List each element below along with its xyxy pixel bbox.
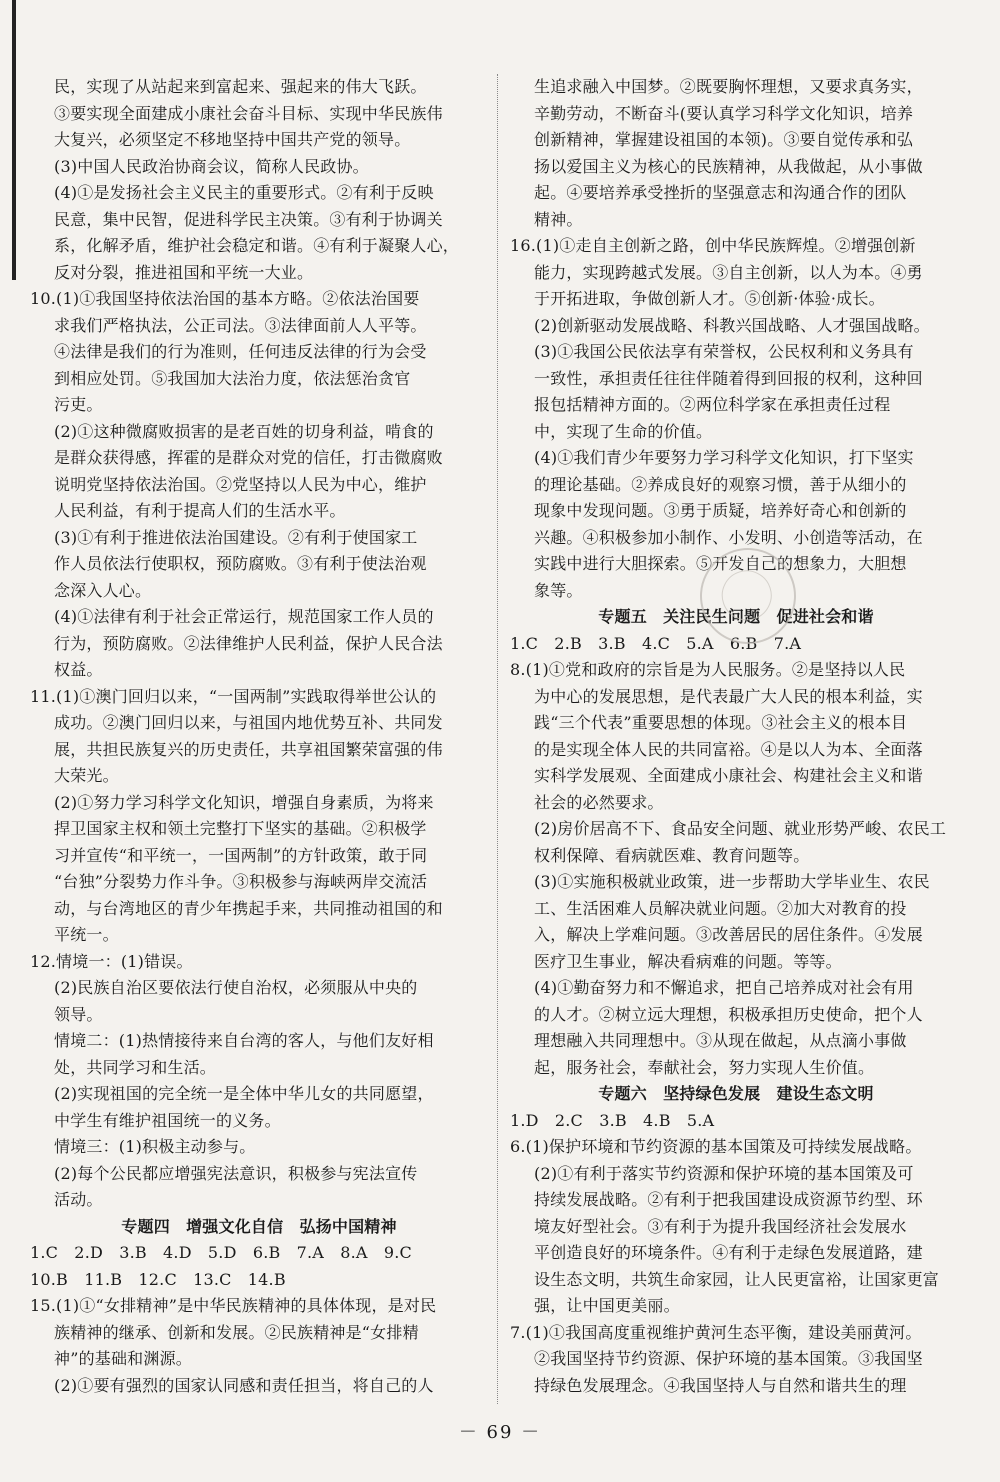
answer-line: 实践中进行大胆探索。⑤开发自己的想象力，大胆想 xyxy=(534,554,907,573)
answer-line: 1.C 2.D 3.B 4.D 5.D 6.B 7.A 8.A 9.C xyxy=(30,1243,412,1262)
answer-line: 习并宣传“和平统一，一国两制”的方针政策，敢于同 xyxy=(54,845,428,865)
answer-line: 8.(1)①党和政府的宗旨是为人民服务。②是坚持以人民 xyxy=(510,660,906,679)
answer-line: 10.(1)①我国坚持依法治国的基本方略。②依法治国要 xyxy=(30,289,420,308)
answer-line: (3)①有利于推进依法治国建设。②有利于使国家工 xyxy=(54,527,418,547)
answer-line: 设生态文明，共筑生命家园，让人民更富裕，让国家更富 xyxy=(534,1269,940,1289)
answer-line: 成功。②澳门回归以来，与祖国内地优势互补、共同发 xyxy=(54,713,443,732)
answer-line: (3)①实施积极就业政策，进一步帮助大学毕业生、农民 xyxy=(534,872,930,891)
answer-line: 的是实现全体人民的共同富裕。④是以人为本、全面落 xyxy=(534,739,923,759)
answer-line: 6.(1)保护环境和节约资源的基本国策及可持续发展战略。 xyxy=(510,1137,922,1156)
answer-line: 报包括精神方面的。②两位科学家在承担责任过程 xyxy=(534,395,891,414)
answer-line: (3)①我国公民依法享有荣誉权，公民权利和义务具有 xyxy=(534,342,914,361)
answer-line: (2)实现祖国的完全统一是全体中华儿女的共同愿望， xyxy=(54,1084,434,1103)
answer-line: 平统一。 xyxy=(54,925,119,944)
answer-line: 医疗卫生事业，解决看病难的问题。等等。 xyxy=(534,951,842,971)
answer-line: (4)①勤奋努力和不懈追求，把自己培养成对社会有用 xyxy=(534,978,914,997)
answer-line: 象等。 xyxy=(534,580,583,600)
answer-line: 大荣光。 xyxy=(54,766,119,785)
answer-line: (2)①这种微腐败损害的是老百姓的切身利益，啃食的 xyxy=(54,421,434,441)
page-number: － 69 － xyxy=(458,1422,542,1443)
answer-line: 强，让中国更美丽。 xyxy=(534,1296,680,1315)
answer-line: 说明党坚持依法治国。②党坚持以人民为中心，维护 xyxy=(54,474,427,494)
answer-line: 大复兴，必须坚定不移地坚持中国共产党的领导。 xyxy=(54,130,411,149)
answer-line: 辛勤劳动，不断奋斗(要认真学习科学文化知识，培养 xyxy=(534,103,914,123)
answer-line: (2)房价居高不下、食品安全问题、就业形势严峻、农民工 xyxy=(534,819,947,838)
answer-columns xyxy=(0,74,1000,1414)
section-heading: 专题六 坚持绿色发展 建设生态文明 xyxy=(598,1084,874,1103)
answer-line: 捍卫国家主权和领土完整打下坚实的基础。②积极学 xyxy=(54,819,427,838)
answer-line: 的人才。②树立远大理想，积极承担历史使命，把个人 xyxy=(534,1004,923,1024)
answer-line: 持绿色发展理念。④我国坚持人与自然和谐共生的理 xyxy=(534,1375,907,1395)
answer-line: (2)①要有强烈的国家认同感和责任担当，将自己的人 xyxy=(54,1375,434,1395)
left-column xyxy=(30,74,488,1414)
answer-line: 16.(1)①走自主创新之路，创中华民族辉煌。②增强创新 xyxy=(510,236,916,255)
column-divider xyxy=(497,74,498,1404)
answer-line: 1.C 2.B 3.B 4.C 5.A 6.B 7.A xyxy=(510,633,802,653)
answer-line: 神”的基础和渊源。 xyxy=(54,1349,192,1368)
answer-line: 7.(1)①我国高度重视维护黄河生态平衡，建设美丽黄河。 xyxy=(510,1322,922,1342)
answer-line: 的理论基础。②养成良好的观察习惯，善于从细小的 xyxy=(534,474,907,494)
answer-line: 到相应处罚。⑤我国加大法治力度，依法惩治贪官 xyxy=(54,368,411,388)
answer-line: 10.B 11.B 12.C 13.C 14.B xyxy=(30,1269,286,1289)
answer-line: 念深入人心。 xyxy=(54,580,152,600)
answer-line: 实科学发展观、全面建成小康社会、构建社会主义和谐 xyxy=(534,766,923,785)
answer-line: 为中心的发展思想，是代表最广大人民的根本利益，实 xyxy=(534,686,923,706)
answer-line: 生追求融入中国梦。②既要胸怀理想，又要求真务实， xyxy=(534,77,923,96)
answer-line: 族精神的继承、创新和发展。②民族精神是“女排精 xyxy=(54,1322,419,1342)
section-heading: 专题四 增强文化自信 弘扬中国精神 xyxy=(121,1216,397,1236)
answer-line: 践“三个代表”重要思想的体现。③社会主义的根本目 xyxy=(534,713,908,732)
answer-line: 一致性，承担责任往往伴随着得到回报的权利，这种回 xyxy=(534,368,923,388)
answer-line: (2)民族自治区要依法行使自治权，必须服从中央的 xyxy=(54,978,418,997)
answer-line: 社会的必然要求。 xyxy=(534,792,664,812)
answer-line: 入，解决上学难问题。③改善居民的居住条件。④发展 xyxy=(534,925,923,944)
answer-line: 人民利益，有利于提高人们的生活水平。 xyxy=(54,501,346,520)
answer-line: (4)①我们青少年要努力学习科学文化知识，打下坚实 xyxy=(534,448,914,467)
answer-line: ④法律是我们的行为准则，任何违反法律的行为会受 xyxy=(54,342,427,361)
answer-line: 精神。 xyxy=(534,209,583,229)
answer-line: (4)①法律有利于社会正常运行，规范国家工作人员的 xyxy=(54,607,434,626)
answer-line: 起。④要培养承受挫折的坚强意志和沟通合作的团队 xyxy=(534,183,907,202)
answer-line: 是群众获得感，挥霍的是群众对党的信任，打击微腐败 xyxy=(54,448,443,467)
answer-line: 境友好型社会。③有利于为提升我国经济社会发展水 xyxy=(534,1216,907,1236)
answer-line: (2)创新驱动发展战略、科教兴国战略、人才强国战略。 xyxy=(534,315,930,335)
answer-line: 求我们严格执法，公正司法。③法律面前人人平等。 xyxy=(54,315,427,335)
answer-line: 创新精神，掌握建设祖国的本领)。③要自觉传承和弘 xyxy=(534,130,914,149)
section-heading: 专题五 关注民生问题 促进社会和谐 xyxy=(598,607,874,626)
answer-line: 权益。 xyxy=(54,660,103,679)
answer-line: 民意，集中民智，促进科学民主决策。③有利于协调关 xyxy=(54,209,443,229)
answer-line: (2)每个公民都应增强宪法意识，积极参与宪法宣传 xyxy=(54,1163,418,1183)
answer-line: 情境三：(1)积极主动参与。 xyxy=(54,1137,256,1156)
answer-line: 污吏。 xyxy=(54,395,103,414)
answer-line: 作人员依法行使职权，预防腐败。③有利于使法治观 xyxy=(54,554,427,573)
answer-line: 反对分裂，推进祖国和平统一大业。 xyxy=(54,262,314,282)
answer-line: 1.D 2.C 3.B 4.B 5.A xyxy=(510,1110,715,1130)
answer-line: ③要实现全面建成小康社会奋斗目标、实现中华民族伟 xyxy=(54,103,443,123)
answer-line: 12.情境一：(1)错误。 xyxy=(30,951,193,971)
answer-line: 活动。 xyxy=(54,1190,103,1209)
answer-line: (2)①努力学习科学文化知识，增强自身素质，为将来 xyxy=(54,792,434,812)
answer-line: 扬以爱国主义为核心的民族精神，从我做起，从小事做 xyxy=(534,156,923,176)
answer-line: ②我国坚持节约资源、保护环境的基本国策。③我国坚 xyxy=(534,1349,923,1368)
answer-line: 持续发展战略。②有利于把我国建设成资源节约型、环 xyxy=(534,1190,923,1209)
answer-line: 工、生活困难人员解决就业问题。②加大对教育的投 xyxy=(534,898,907,918)
answer-line: 11.(1)①澳门回归以来，“一国两制”实践取得举世公认的 xyxy=(30,686,437,706)
answer-line: 能力，实现跨越式发展。③自主创新，以人为本。④勇 xyxy=(534,262,923,282)
answer-line: 领导。 xyxy=(54,1004,103,1024)
right-column xyxy=(510,74,962,1414)
answer-line: 系，化解矛盾，维护社会稳定和谐。④有利于凝聚人心， xyxy=(54,236,460,255)
answer-line: 15.(1)①“女排精神”是中华民族精神的具体体现，是对民 xyxy=(30,1296,437,1315)
answer-line: 情境二：(1)热情接待来自台湾的客人，与他们友好相 xyxy=(54,1031,434,1050)
answer-line: 于开拓进取，争做创新人才。⑤创新·体验·成长。 xyxy=(534,289,885,308)
answer-line: 行为，预防腐败。②法律维护人民利益，保护人民合法 xyxy=(54,633,443,653)
answer-line: (2)①有利于落实节约资源和保护环境的基本国策及可 xyxy=(534,1163,914,1183)
answer-line: 中学生有维护祖国统一的义务。 xyxy=(54,1110,281,1130)
answer-line: 处，共同学习和生活。 xyxy=(54,1057,217,1077)
answer-line: 兴趣。④积极参加小制作、小发明、小创造等活动，在 xyxy=(534,527,923,547)
answer-line: (3)中国人民政治协商会议，简称人民政协。 xyxy=(54,156,369,176)
answer-line: (4)①是发扬社会主义民主的重要形式。②有利于反映 xyxy=(54,183,434,202)
answer-line: 起，服务社会，奉献社会，努力实现人生价值。 xyxy=(534,1057,875,1077)
answer-line: 权利保障、看病就医难、教育问题等。 xyxy=(534,845,810,865)
answer-line: 动，与台湾地区的青少年携起手来，共同推动祖国的和 xyxy=(54,898,443,918)
answer-line: “台独”分裂势力作斗争。③积极参与海峡两岸交流活 xyxy=(54,872,428,891)
answer-line: 现象中发现问题。③勇于质疑，培养好奇心和创新的 xyxy=(534,501,907,520)
answer-line: 民，实现了从站起来到富起来、强起来的伟大飞跃。 xyxy=(54,77,427,96)
answer-line: 中，实现了生命的价值。 xyxy=(534,421,713,441)
answer-line: 展，共担民族复兴的历史责任，共享祖国繁荣富强的伟 xyxy=(54,739,443,759)
answer-line: 平创造良好的环境条件。④有利于走绿色发展道路，建 xyxy=(534,1243,923,1262)
answer-line: 理想融入共同理想中。③从现在做起，从点滴小事做 xyxy=(534,1031,907,1050)
